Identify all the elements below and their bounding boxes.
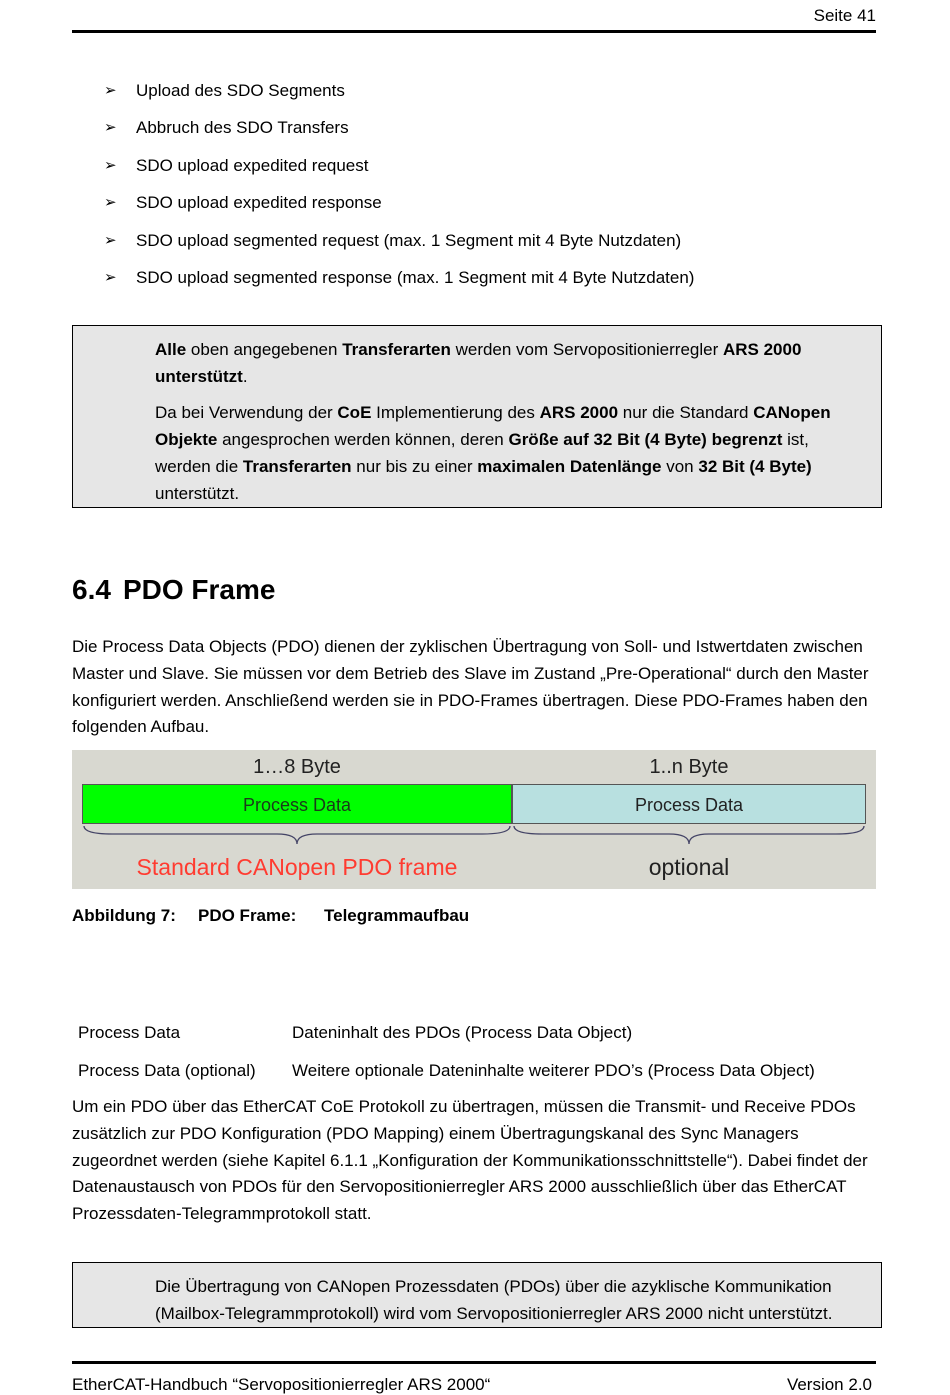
bold-text: Transferarten	[342, 340, 451, 359]
text-run: nur bis zu einer	[351, 457, 478, 476]
list-item: ➢ SDO upload expedited request	[104, 153, 694, 190]
bold-text: Transferarten	[242, 457, 352, 476]
bold-text: ARS 2000	[539, 403, 619, 422]
bold-text: Alle	[155, 340, 187, 359]
figure-caption: Abbildung 7: PDO Frame: Telegrammaufbau	[72, 906, 470, 925]
text-run: oben angegebenen	[186, 340, 343, 359]
text-run: Implementierung des	[371, 403, 540, 422]
page-footer	[72, 1361, 876, 1394]
byte-length-label: 1..n Byte	[649, 756, 729, 778]
section-heading: 6.4 PDO Frame	[72, 574, 276, 605]
transfer-type-list	[104, 78, 694, 302]
text-run: Da bei Verwendung der	[155, 403, 338, 422]
list-item: ➢ Abbruch des SDO Transfers	[104, 115, 694, 152]
arrow-bullet-icon: ➢	[104, 82, 117, 99]
arrow-bullet-icon: ➢	[104, 231, 117, 249]
curly-brace-right	[514, 826, 864, 844]
note-paragraph	[155, 336, 861, 390]
arrow-bullet-icon: ➢	[104, 268, 117, 286]
text-run: werden vom Servopositionierregler	[450, 340, 723, 359]
definition-row: Process Data (optional) Weitere optionale Dateninhalte weiterer PDO’s (Process Data Object)	[78, 1060, 815, 1080]
info-note-box	[72, 1262, 882, 1328]
bold-text: Größe auf 32 Bit (4 Byte) begrenzt	[508, 430, 783, 449]
arrow-bullet-icon: ➢	[104, 119, 117, 137]
text-run: ist, werden die	[155, 430, 809, 476]
text-run: .	[242, 367, 248, 386]
intro-paragraph: Die Process Data Objects (PDO) dienen der zyklischen Übertragung von Soll- und Istwertdaten zwischen Master und Slave. Sie müssen vor dem Betrieb des Slave im Zustand „Pre-Operational“ durch den Master konfiguriert werden. Anschließend werden sie in PDO-Frames übertragen. Diese PDO-Frames haben den folgenden Aufbau.	[72, 637, 869, 737]
standard-frame-label: Standard CANopen PDO frame	[136, 854, 458, 880]
bold-text: maximalen Datenlänge	[477, 457, 662, 476]
bold-text: ARS 2000 unterstützt	[155, 340, 802, 386]
note-paragraph	[155, 399, 861, 507]
brace-graphic	[72, 824, 876, 854]
body-paragraph: Um ein PDO über das EtherCAT CoE Protokoll zu übertragen, müssen die Transmit- und Receive PDOs zusätzlich zur PDO Konfiguration (PDO Mapping) einem Übertragungskanal des Sync Managers zugeordnet werden (siehe Kapitel 6.1.1 „Konfiguration der Kommunikationsschnittstelle“). Dabei findet der Datenaustausch von PDOs für den Servopositionierregler ARS 2000 ausschließlich über das EtherCAT Prozessdaten-Telegrammprotokoll statt.	[72, 1097, 868, 1224]
byte-length-label: 1…8 Byte	[253, 756, 341, 778]
page-header	[72, 4, 876, 33]
process-data-box: Process Data	[82, 784, 512, 824]
bold-text: 32 Bit (4 Byte)	[698, 457, 812, 476]
optional-process-data-box: Process Data	[512, 784, 866, 824]
text-run: von	[661, 457, 699, 476]
list-item: ➢ SDO upload segmented request (max. 1 Segment mit 4 Byte Nutzdaten)	[104, 228, 694, 265]
list-item: ➢ SDO upload expedited response	[104, 190, 694, 227]
definition-list	[78, 1020, 815, 1095]
text-run: nur die Standard	[618, 403, 754, 422]
text-run: unterstützt.	[155, 484, 240, 503]
page-number: Seite 41	[813, 6, 876, 25]
note-paragraph: Die Übertragung von CANopen Prozessdaten (PDOs) über die azyklische Kommunikation (Mailbox-Telegrammprotokoll) wird vom Servopositionierregler ARS 2000 nicht unterstützt.	[155, 1277, 833, 1323]
bold-text: CANopen Objekte	[155, 403, 831, 449]
footer-version: Version 2.0	[786, 1375, 872, 1394]
arrow-bullet-icon: ➢	[104, 194, 117, 212]
bold-text: CoE	[337, 403, 372, 422]
arrow-bullet-icon: ➢	[104, 156, 117, 174]
info-note-box	[72, 325, 882, 508]
pdo-frame-figure	[72, 750, 876, 889]
curly-brace-left	[84, 826, 510, 844]
text-run: angesprochen werden können, deren	[217, 430, 509, 449]
definition-row: Process Data Dateninhalt des PDOs (Process Data Object)	[78, 1023, 633, 1042]
list-item: ➢ SDO upload segmented response (max. 1 Segment mit 4 Byte Nutzdaten)	[104, 265, 694, 302]
list-item: ➢ Upload des SDO Segments	[104, 78, 694, 115]
footer-title: EtherCAT-Handbuch “Servopositionierregler ARS 2000“	[72, 1375, 491, 1394]
optional-label: optional	[648, 854, 730, 880]
